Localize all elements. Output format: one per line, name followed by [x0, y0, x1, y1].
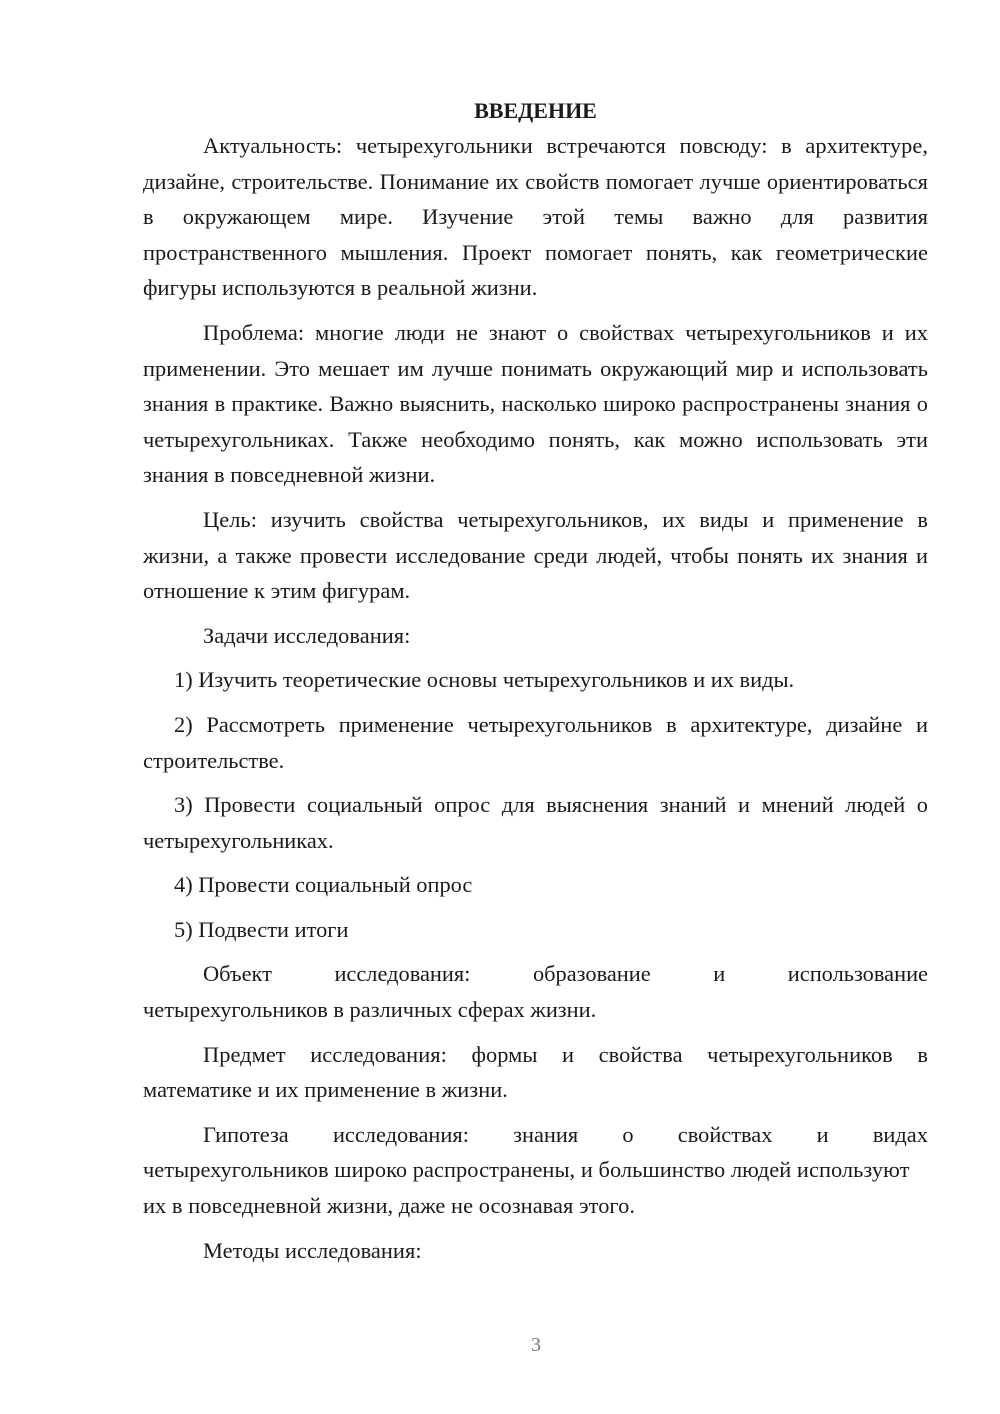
- subject-paragraph: Предмет исследования: формы и свойства четырехугольников в математике и их применение в жизни.: [143, 1041, 928, 1103]
- hypothesis-word: о: [622, 1121, 634, 1147]
- document-page: [143, 96, 928, 1277]
- task-item-5: 5) Подвести итоги: [174, 916, 349, 942]
- hypothesis-paragraph: [143, 1117, 928, 1224]
- object-word: использование: [787, 961, 928, 987]
- hypothesis-tail: четырехугольников широко распространены, и большинство людей используют их в повседневной жизни, даже не осознавая этого.: [143, 1157, 910, 1219]
- methods-heading: Методы исследования:: [203, 1237, 422, 1263]
- task-item-1: 1) Изучить теоретические основы четырехугольников и их виды.: [174, 667, 795, 693]
- hypothesis-word: исследования:: [332, 1121, 469, 1147]
- task-item-3: 3) Провести социальный опрос для выяснения знаний и мнений людей о четырехугольниках.: [143, 792, 928, 853]
- page-title: ВВЕДЕНИЕ: [474, 98, 597, 123]
- problem-paragraph: Проблема: многие люди не знают о свойствах четырехугольников и их применении. Это мешает им лучше понимать окружающий мир и использовать знания в практике. Важно выяснить, насколько широко распространены знания о четырехугольниках. Также необходимо понять, как можно использовать эти знания в повседневной жизни.: [143, 319, 928, 488]
- object-word: и: [713, 961, 726, 987]
- object-word: образование: [532, 961, 651, 987]
- object-paragraph: [143, 956, 928, 1027]
- hypothesis-word: видах: [872, 1121, 928, 1147]
- page-number: 3: [531, 1334, 541, 1356]
- object-first-line: [143, 956, 928, 992]
- task-item-2: 2) Рассмотреть применение четырехугольников в архитектуре, дизайне и строительстве.: [143, 711, 928, 773]
- object-tail: четырехугольников в различных сферах жизни.: [143, 997, 597, 1023]
- goal-paragraph: Цель: изучить свойства четырехугольников, их виды и применение в жизни, а также провести исследование среди людей, чтобы понять их знания и отношение к этим фигурам.: [143, 506, 928, 604]
- object-word: исследования:: [334, 961, 471, 987]
- hypothesis-first-line: [143, 1117, 928, 1153]
- hypothesis-word: Гипотеза: [203, 1121, 289, 1147]
- hypothesis-word: и: [816, 1121, 829, 1147]
- task-item-4: 4) Провести социальный опрос: [174, 872, 473, 898]
- tasks-heading: Задачи исследования:: [203, 622, 411, 648]
- object-word: Объект: [203, 961, 272, 987]
- hypothesis-word: свойствах: [677, 1121, 773, 1147]
- relevance-paragraph: Актуальность: четырехугольники встречаются повсюду: в архитектуре, дизайне, строительстве. Понимание их свойств помогает лучше ориентироваться в окружающем мире. Изучение этой темы важно для развития пространственного мышления. Проект помогает понять, как геометрические фигуры используются в реальной жизни.: [143, 133, 928, 301]
- hypothesis-word: знания: [513, 1121, 579, 1147]
